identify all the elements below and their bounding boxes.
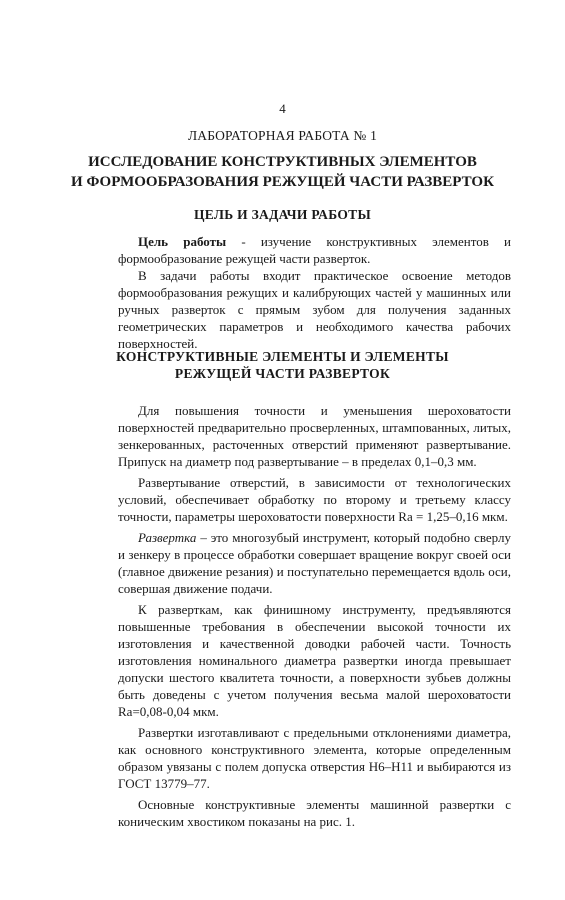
goal-term: Цель работы xyxy=(138,234,227,249)
paragraph-5: Развертки изготавливают с предельными отклонениями диаметра, как основного конструктивного элемента, которые определенным образом увязаны с полем допуска отверстия H6–H11 и выбираются из ГОСТ 13779–77. xyxy=(118,725,511,791)
paragraph-4: К разверткам, как финишному инструменту, предъявляются повышенные требования в обеспечении высокой точности их изготовления и качественной доводки рабочей части. Точность изготовления номинального диаметра развертки иногда превышает допуски шестого квалитета точности, а поверхности зубьев должны быть доведены с учетом получения весьма малой шероховатости Ra=0,08-0,04 мкм. xyxy=(118,602,511,719)
section-heading-elements xyxy=(0,348,565,382)
lab-work-title: ЛАБОРАТОРНАЯ РАБОТА № 1 xyxy=(187,128,378,143)
paragraph-3 xyxy=(118,529,511,597)
page-number: 4 xyxy=(279,101,286,116)
paragraph-1: Для повышения точности и уменьшения шероховатости поверхностей предварительно просверленных, штампованных, литых, зенкерованных, расточенных отверстий применяют развертывание. Припуск на диаметр под развертывание – в пределах 0,1–0,3 мм. xyxy=(118,403,511,469)
main-title-line-1: ИССЛЕДОВАНИЕ КОНСТРУКТИВНЫХ ЭЛЕМЕНТОВ xyxy=(88,154,477,170)
tasks-paragraph: В задачи работы входит практическое освоение методов формообразования режущих и калибрующих частей у машинных или ручных разверток с прямым зубом для получения заданных геометрических параметров и необходимого качества рабочих поверхностей. xyxy=(118,268,511,351)
section-heading-elements-line-2: РЕЖУЩЕЙ ЧАСТИ РАЗВЕРТОК xyxy=(174,366,391,381)
section-goals-body xyxy=(118,233,511,352)
main-title xyxy=(0,152,565,192)
paragraph-6: Основные конструктивные элементы машинной развертки с коническим хвостиком показаны на рис. 1. xyxy=(118,797,511,829)
goal-paragraph xyxy=(118,233,511,267)
reamer-term: Развертка xyxy=(138,530,197,545)
main-title-line-2: И ФОРМООБРАЗОВАНИЯ РЕЖУЩЕЙ ЧАСТИ РАЗВЕРТОК xyxy=(71,174,494,190)
paragraph-3-text: – это многозубый инструмент, который подобно сверлу и зенкеру в процессе обработки совершает вращение вокруг своей оси (главное движение резания) и поступательно перемещается вдоль оси, совершая движение подачи. xyxy=(118,530,511,596)
section-heading-goals: ЦЕЛЬ И ЗАДАЧИ РАБОТЫ xyxy=(193,207,372,222)
goal-text: - изучение конструктивных элементов и формообразование режущей части разверток. xyxy=(118,234,511,266)
section-elements-body xyxy=(118,402,511,834)
section-heading-elements-line-1: КОНСТРУКТИВНЫЕ ЭЛЕМЕНТЫ И ЭЛЕМЕНТЫ xyxy=(116,349,449,364)
paragraph-2: Развертывание отверстий, в зависимости от технологических условий, обеспечивает обработку по второму и третьему классу точности, параметры шероховатости поверхности Ra = 1,25–0,16 мкм. xyxy=(118,475,511,524)
